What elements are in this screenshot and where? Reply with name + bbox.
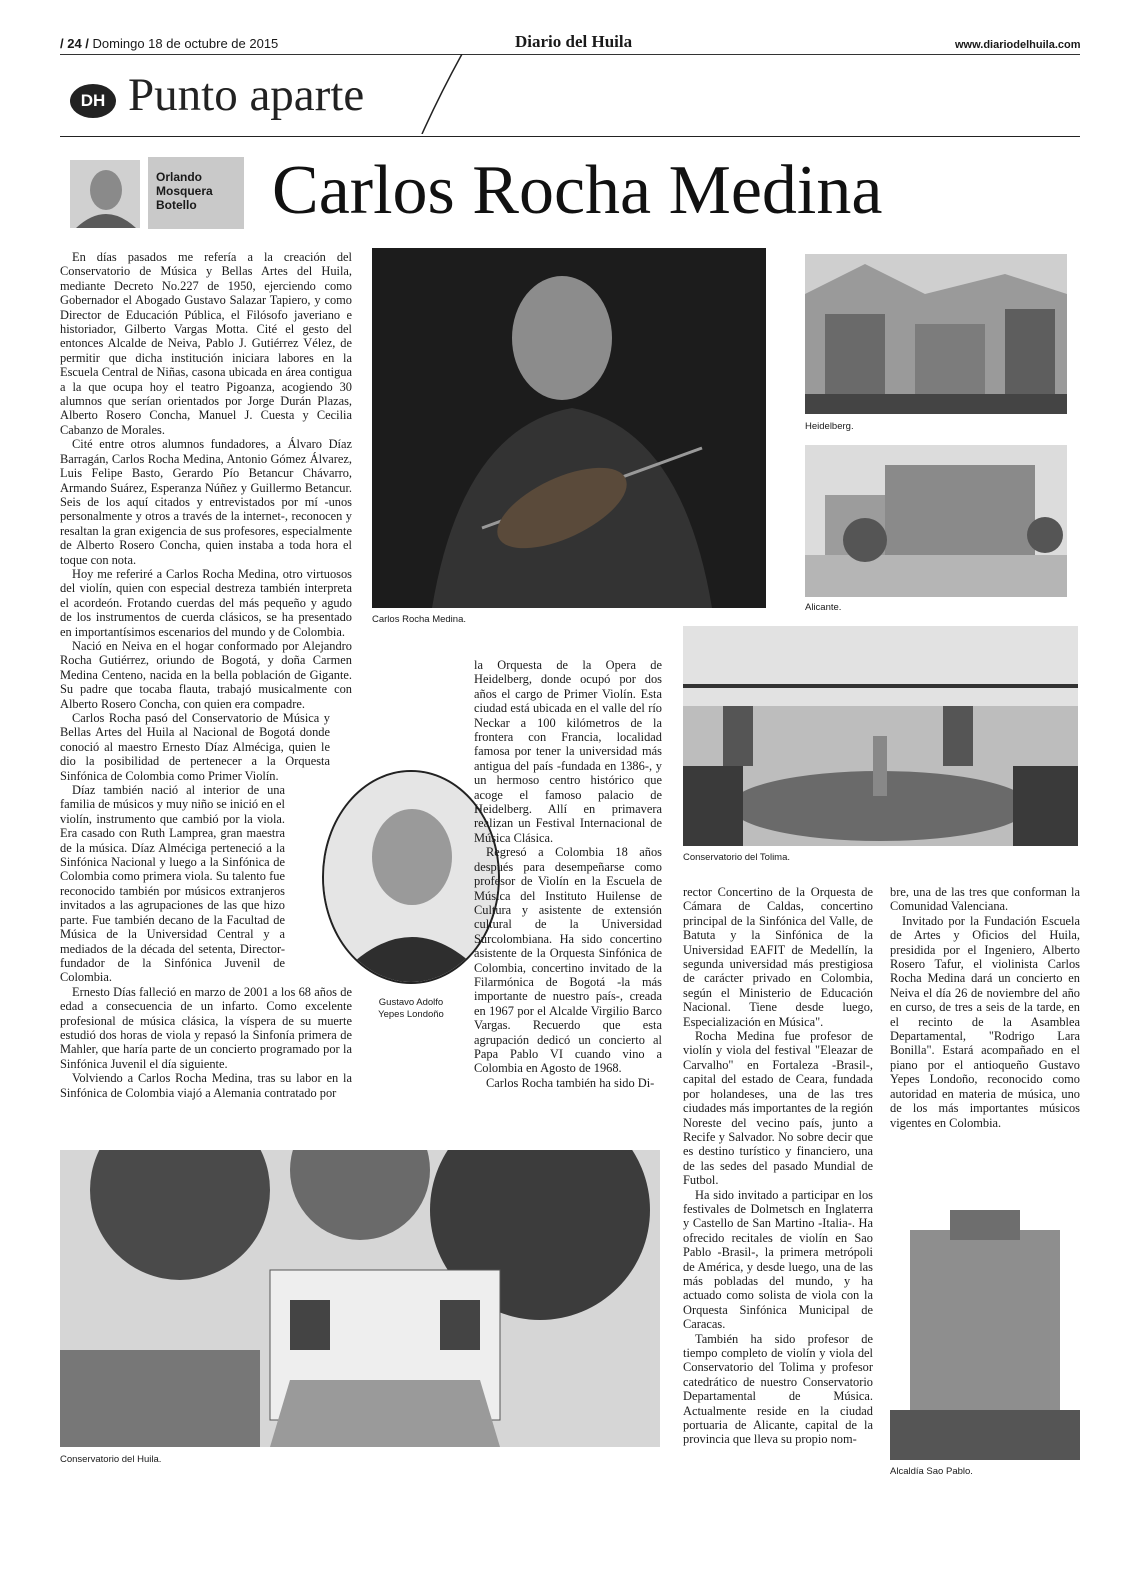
violinist-photo — [372, 248, 766, 608]
paragraph: Carlos Rocha también ha sido Di- — [486, 1075, 655, 1090]
section-rule — [60, 136, 1080, 137]
article-column-2 — [474, 658, 662, 1090]
article-column-4 — [890, 885, 1080, 1130]
paragraph: Díaz también nació al interior de una familia de músicos y muy niño se inició en el violín, instrumento que cambió por la viola. Era casado con Ruth Lamprea, gran maestra de la música. Díaz Alméciga perteneció a la Sinfónica Nacional y luego a la Sinfónica de Colombia como primera viola. Su talento fue reconocido también por músicos extranjeros invitados a las agrupaciones de las que hizo parte. Fue también decano de la Facultad de Música de la Universidad Central y a mediados de la década del setenta, Director-fundador de la Sinfónica Juvenil de Colombia. — [60, 783, 285, 985]
alicante-photo — [805, 445, 1067, 597]
header-rule — [60, 54, 1080, 55]
author-photo — [70, 160, 140, 228]
portrait-caption: Gustavo Adolfo Yepes Londoño — [378, 997, 444, 1020]
article-title: Carlos Rocha Medina — [272, 152, 883, 229]
author-byline — [148, 157, 244, 229]
paragraph: Volviendo a Carlos Rocha Medina, tras su labor en la Sinfónica de Colombia viajó a Alemania contratado por — [60, 1071, 352, 1100]
paragraph: Invitado por la Fundación Escuela de Artes y Oficios del Huila, presidida por el Ingeniero, Alberto Rosero Tafur, el violinista Carlos Rocha Medina dará un concierto en Neiva el día 26 de noviembre del año en curso, de tres a seis de la tarde, en el recinto de la Asamblea Departamental, "Rodrigo Lara Bonilla". Estará acompañado en el piano por el antioqueño Gustavo Yepes Londoño, reconocido como autoridad en materia de música, uno de los más importantes músicos vigentes en Colombia. — [890, 913, 1080, 1130]
paragraph: rector Concertino de la Orquesta de Cámara de Caldas, concertino principal de la Sinfónica del Valle, de Batuta y la Sinfónica de la Universidad EAFIT de Medellín, la segunda universidad más prestigiosa de carácter privado en Colombia, según el Ministerio de Educación Nacional. Tiene desde luego, Especialización en Música". — [683, 885, 873, 1029]
paragraph: la Orquesta de la Opera de Heidelberg, donde ocupó por dos años el cargo de Primer Violín. Esta ciudad está ubicada en el valle del río Neckar a 100 kilómetros de la frontera con Francia, localidad famosa por tener la universidad más antigua del país -fundada en 1386-, y un hermoso centro histórico que acoge el famoso palacio de Heidelberg. Allí en primavera realizan un Festival Internacional de Música Clásica. — [474, 658, 662, 845]
huila-caption: Conservatorio del Huila. — [60, 1454, 162, 1465]
paragraph: Hoy me referiré a Carlos Rocha Medina, otro virtuosos del violín, quien con especial destreza también interpreta el acordeón. Frotando cuerdas del más pequeño y agudo de los instrumentos de cuerda clásicos, se ha presentado en importantísimos escenarios del mundo y de Colombia. — [60, 566, 352, 639]
author-first-name: Orlando — [156, 170, 203, 184]
huila-photo — [60, 1150, 660, 1447]
paragraph: También ha sido profesor de tiempo completo de violín y viola del Conservatorio del Tolima y profesor catedrático de nuestro Conservatorio Departamental de Música. Actualmente reside en la ciudad portuaria de Alicante, capital de la provincia que lleva su propio nom- — [683, 1331, 873, 1447]
paragraph: Ernesto Días falleció en marzo de 2001 a los 68 años de edad a consecuencia de un infarto. Como excelente profesional de música clásica, la víspera de su muerte estudió dos horas de viola y repasó la Sinfonía primera de Mahler, que haría parte de un concierto programado por la Sinfónica Juvenil el día siguiente. — [60, 984, 352, 1071]
paragraph: Ha sido invitado a participar en los festivales de Dolmetsch en Inglaterra y Castello de San Martino -Italia-. Ha ofrecido recitales de violín en Sao Pablo -Brasil-, la primera metrópoli de América, y desde luego, una de las más pobladas del mundo, y ha actuado como solista de viola con la Orquesta Sinfónica Municipal de Caracas. — [683, 1187, 873, 1332]
heidelberg-caption: Heidelberg. — [805, 421, 854, 432]
paragraph: Regresó a Colombia 18 años después para desempeñarse como profesor de Violín en la Escuela de Música del Instituto Huilense de Cultura y asistente de extensión cultural de la Universidad Surcolombiana. Ha sido concertino asistente de la Orquesta Sinfónica de Colombia, concertino invitado de la Filarmónica de Bogotá -la más importante de nuestro país-, creada en 1967 por el Alcalde Virgilio Barco Vargas. Recuerdo que esta agrupación dedicó un concierto al Papa Pablo VI cuando vino a Colombia en Agosto de 1968. — [474, 845, 662, 1076]
paragraph: Carlos Rocha pasó del Conservatorio de Música y Bellas Artes del Huila al Nacional de Bogotá donde conoció al maestro Ernesto Díaz Alméciga, quien le dio la posibilidad de pertenecer a la Orquesta Sinfónica de Colombia como Primer Violín. — [60, 711, 330, 783]
page-number: / 24 / — [60, 36, 89, 51]
issue-date: Domingo 18 de octubre de 2015 — [92, 36, 279, 51]
page-number-date — [60, 36, 278, 51]
paragraph: En días pasados me refería a la creación del Conservatorio de Música y Bellas Artes del Huila, mediante Decreto No.227 de 1950, ejerciendo como Gobernador el Abogado Gustavo Salazar Tapiero, y como Director de Educación Pública, el Filósofo javeriano e historiador, Gilberto Vargas Motta. Cité el gesto del entonces Alcalde de Neiva, Pablo J. Gutiérrez Vélez, de permitir que dicha institución iniciara labores en la Escuela Central de Niñas, casona ubicada en área contigua a la que ocupa hoy el teatro Pigoanza, acogiendo 30 alumnos que serían orientados por Jorge Durán Plazas, Alberto Rosero Concha, Manuel J. Cuesta y Cecilia Cabanzo de Morales. — [60, 250, 352, 437]
section-title: Punto aparte — [128, 69, 365, 121]
alicante-caption: Alicante. — [805, 602, 842, 613]
section-slash-decoration — [420, 54, 480, 134]
violinist-caption: Carlos Rocha Medina. — [372, 614, 466, 625]
paragraph: Cité entre otros alumnos fundadores, a Álvaro Díaz Barragán, Carlos Rocha Medina, Antonio Gómez Álvarez, Luis Felipe Basto, Gerardo Pío Betancur Chávarro, Armando Suárez, Esperanza Núñez y Guillermo Betancur. Seis de los aquí citados y entrevistados por mí -unos personalmente y otros a través de la internet-, reconocen y resaltan la gran exigencia de sus profesores, especialmente de Alberto Rosero Concha, quien instaba a toda hora el toque con nota. — [60, 437, 352, 567]
paragraph: bre, una de las tres que conforman la Comunidad Valenciana. — [890, 885, 1080, 914]
newspaper-name: Diario del Huila — [515, 32, 633, 51]
article-column-1 — [60, 250, 352, 1100]
paragraph: Nació en Neiva en el hogar conformado por Alejandro Rocha Gutiérrez, oriundo de Bogotá, y doña Carmen Medina Centeno, nacida en la bella población de Gigante. Su padre que tocaba flauta, trabajó musicalmente con Alberto Rosero Concha, con quien era compadre. — [60, 638, 352, 711]
tolima-photo — [683, 626, 1078, 846]
author-middle-name: Mosquera — [156, 184, 213, 198]
paragraph: Rocha Medina fue profesor de violín y viola del festival "Eleazar de Carvalho" en Fortaleza -Brasil-, capital del estado de Ceara, fundada por holandeses, una de las tres ciudades más importantes de la región Noreste del vecino país, junto a Recife y Salvador. No sobre decir que es destino turístico y financiero, una de las sedes del pasado Mundial de Futbol. — [683, 1029, 873, 1188]
dh-logo: DH — [70, 84, 116, 118]
sao-pablo-caption: Alcaldía Sao Pablo. — [890, 1466, 973, 1477]
heidelberg-photo — [805, 254, 1067, 414]
tolima-caption: Conservatorio del Tolima. — [683, 852, 791, 863]
sao-pablo-photo — [890, 1210, 1080, 1460]
article-column-3 — [683, 885, 873, 1447]
website-url[interactable]: www.diariodelhuila.com — [955, 39, 1081, 51]
author-last-name: Botello — [156, 198, 197, 212]
